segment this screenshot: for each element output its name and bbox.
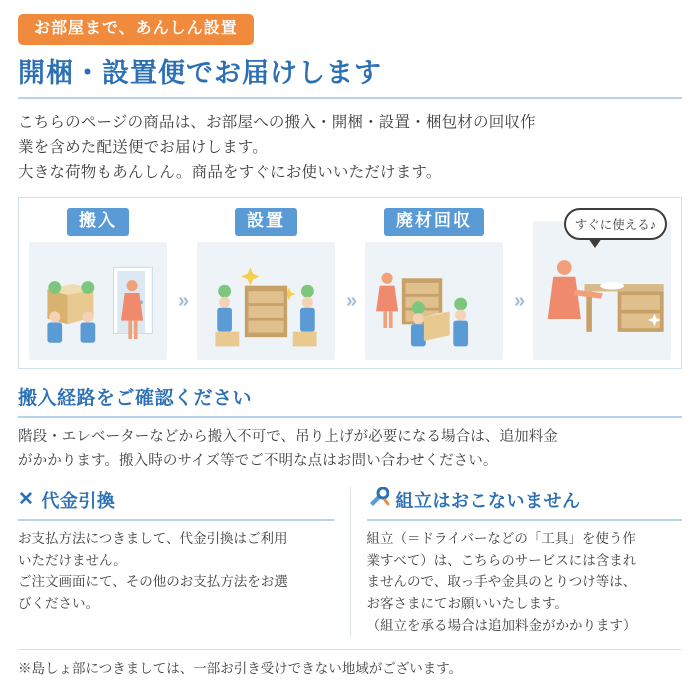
delivery-carry-in-illustration	[29, 242, 167, 361]
assembly-line-5: （組立を承る場合は追加料金がかかります）	[366, 618, 637, 634]
cash-on-delivery-heading	[18, 487, 334, 513]
title-divider	[18, 97, 682, 99]
assembly-line-1: 組立（＝ドライバーなどの「工具」を使う作	[366, 530, 636, 546]
route-body-line-1: 階段・エレベーターなどから搬入不可で、吊り上げが必要になる場合は、追加料金	[18, 429, 558, 446]
route-body-line-2: がかかります。搬入時のサイズ等でご不明な点はお問い合わせください。	[18, 452, 498, 469]
assembly-notice	[351, 487, 683, 637]
delivery-steps-panel	[18, 197, 682, 369]
footnote: ※島しょ部につきましては、一部お引き受けできない地域がございます。	[18, 660, 463, 676]
assembly-line-4: お客さまにてお願いいたします。	[366, 596, 568, 612]
footnote-divider	[18, 649, 682, 650]
x-mark-icon: ✕	[18, 489, 35, 511]
route-check-section	[18, 383, 682, 472]
lead-line-1: こちらのページの商品は、お部屋への搬入・開梱・設置・梱包材の回収作	[18, 113, 536, 131]
speech-bubble: すぐに使える♪	[564, 208, 667, 240]
cod-line-1: お支払方法につきまして、代金引換はご利用	[18, 530, 288, 546]
step-separator-2: »	[345, 289, 355, 312]
lead-line-3: 大きな荷物もあんしん。商品をすぐにお使いいただけます。	[18, 164, 442, 182]
route-check-divider	[18, 416, 682, 418]
cash-on-delivery-divider	[18, 519, 334, 521]
assembly-heading	[367, 487, 683, 513]
cash-on-delivery-heading-text: 代金引換	[41, 490, 116, 511]
step-setup	[193, 206, 339, 360]
step-label: 廃材回収	[384, 208, 484, 235]
cash-on-delivery-notice	[18, 487, 351, 637]
step-ready-to-use	[529, 206, 675, 360]
cash-on-delivery-body	[18, 528, 334, 615]
step-label: 設置	[235, 208, 297, 235]
ribbon-badge: お部屋まで、あんしん設置	[18, 14, 254, 45]
assembly-line-3: ませんので、取っ手や金具のとりつけ等は、	[366, 574, 637, 590]
assembly-line-2: 業すべて）は、こちらのサービスには含まれ	[366, 552, 637, 568]
customer-using-desk-illustration	[533, 221, 671, 360]
page-title: 開梱・設置便でお届けします	[18, 57, 382, 88]
furniture-setup-illustration	[197, 242, 335, 361]
step-carry-in	[25, 206, 171, 360]
lead-line-2: 業を含めた配送便でお届けします。	[18, 139, 268, 157]
step-separator-1: »	[177, 289, 187, 312]
step-label: 搬入	[67, 208, 129, 235]
lead-paragraph	[18, 110, 682, 185]
assembly-divider	[367, 519, 683, 521]
assembly-heading-text: 組立はおこないません	[395, 490, 581, 511]
packing-material-removal-illustration	[365, 242, 503, 361]
wrench-screwdriver-icon	[367, 487, 389, 512]
route-check-heading: 搬入経路をご確認ください	[18, 388, 253, 410]
notices-columns	[18, 487, 682, 637]
assembly-body	[367, 528, 683, 637]
step-separator-3: »	[513, 289, 523, 312]
cod-line-4: びください。	[18, 596, 99, 612]
cod-line-3: ご注文画面にて、その他のお支払方法をお選	[18, 574, 288, 590]
route-check-body	[18, 426, 682, 472]
cod-line-2: いただけません。	[18, 552, 127, 568]
step-waste-collection	[361, 206, 507, 360]
